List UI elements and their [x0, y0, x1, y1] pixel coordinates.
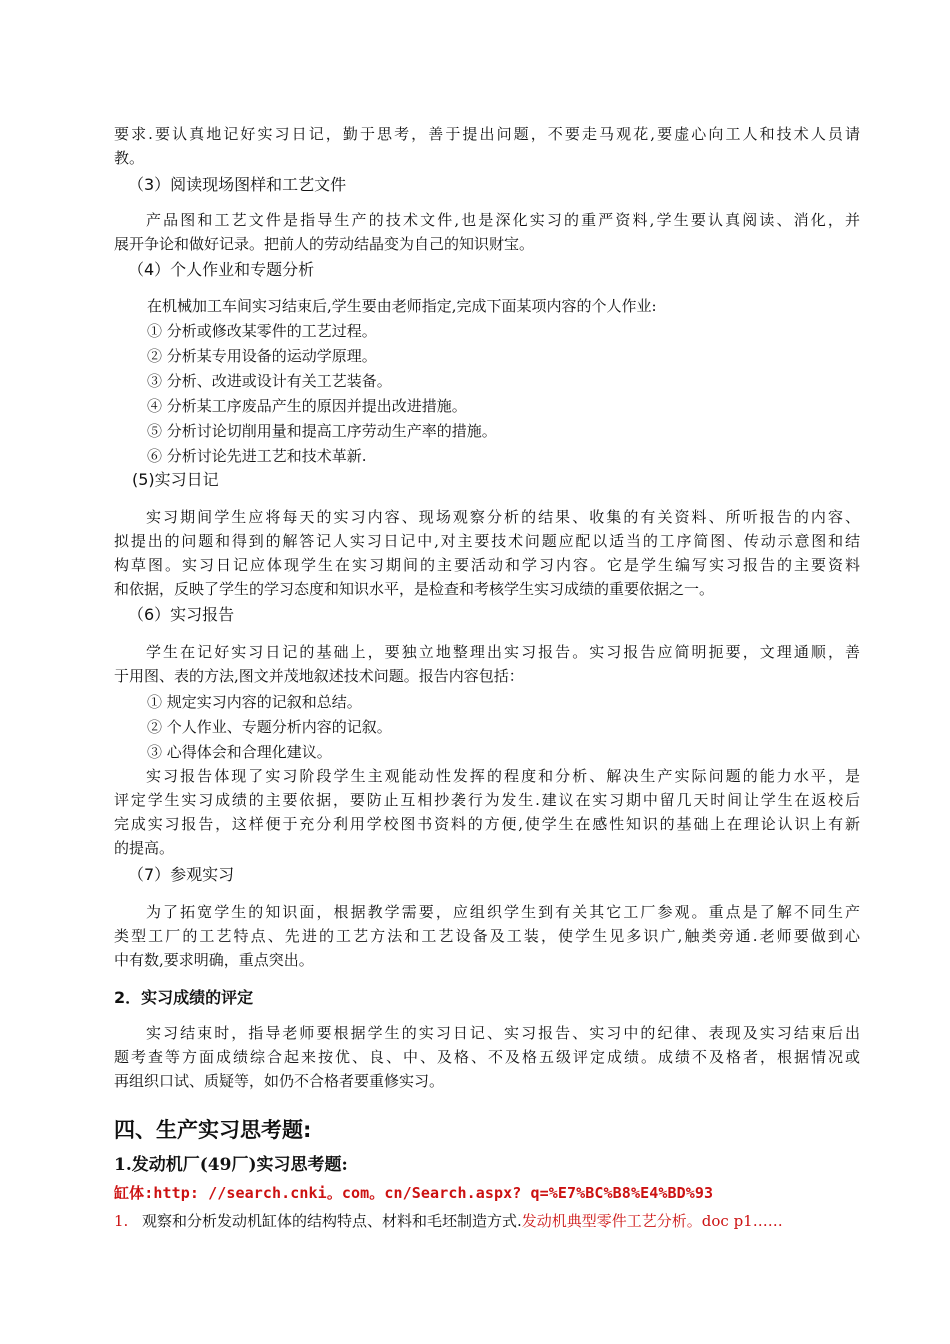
section-4-intro: 在机械加工车间实习结束后,学生要由老师指定,完成下面某项内容的个人作业:	[147, 297, 657, 315]
text-line: 为了拓宽学生的知识面，根据教学需要，应组织学生到有关其它工厂参观。重点是了解不同生产	[146, 903, 860, 921]
grading-heading: 2．实习成绩的评定	[114, 988, 254, 1007]
text-line: 教。	[114, 149, 145, 167]
section-7-paragraph	[114, 900, 860, 972]
text-line: 拟提出的问题和得到的解答记人实习日记中,对主要技术问题应配以适当的工序简图、传动示意图和结	[114, 532, 860, 550]
question-reference[interactable]: 发动机典型零件工艺分析。doc p1……	[521, 1212, 783, 1230]
text-line: 实习报告体现了实习阶段学生主观能动性发挥的程度和分析、解决生产实际问题的能力水平，是	[146, 767, 860, 785]
text-line: 实习期间学生应将每天的实习内容、现场观察分析的结果、收集的有关资料、所听报告的内容、	[146, 508, 860, 526]
text-line: 的提高。	[114, 839, 175, 857]
text-line: 题考查等方面成绩综合起来按优、良、中、及格、不及格五级评定成绩。成绩不及格者，根据情况或	[114, 1048, 860, 1066]
text-line: 要求.要认真地记好实习日记，勤于思考，善于提出问题，不要走马观花,要虚心向工人和技术人员请	[114, 125, 860, 143]
section-3-paragraph	[114, 208, 860, 256]
text-line: 再组织口试、质疑等，如仍不合格者要重修实习。	[114, 1072, 445, 1090]
list-item: ④ 分析某工序废品产生的原因并提出改进措施。	[147, 397, 467, 415]
section-heading-5: (5)实习日记	[132, 470, 219, 489]
text-line: 学生在记好实习日记的基础上，要独立地整理出实习报告。实习报告应简明扼要，文理通顺，善	[146, 643, 860, 661]
question-text: 观察和分析发动机缸体的结构特点、材料和毛坯制造方式.	[142, 1212, 522, 1230]
text-line: 实习结束时，指导老师要根据学生的实习日记、实习报告、实习中的纪律、表现及实习结束后出	[146, 1024, 860, 1042]
text-line: 完成实习报告，这样便于充分利用学校图书资料的方便,使学生在感性知识的基础上在理论认识上有新	[114, 815, 860, 833]
search-link[interactable]: 缸体:http: //search.cnki。com。cn/Search.aspx? q=%E7%BC%B8%E4%BD%93	[114, 1184, 714, 1202]
text-line: 于用图、表的方法,图文并茂地叙述技术问题。报告内容包括：	[114, 667, 524, 685]
list-item: ② 分析某专用设备的运动学原理。	[147, 347, 377, 365]
question-number: 1.	[114, 1212, 129, 1230]
section-four-heading: 四、生产实习思考题:	[114, 1118, 312, 1142]
section-heading-7: （7）参观实习	[128, 865, 235, 884]
section-heading-4: （4）个人作业和专题分析	[128, 260, 315, 279]
subsection-heading: 1.发动机厂(49厂)实习思考题:	[114, 1155, 348, 1175]
list-item: ③ 分析、改进或设计有关工艺装备。	[147, 372, 392, 390]
text-line: 评定学生实习成绩的主要依据，要防止互相抄袭行为发生.建议在实习期中留几天时间让学生在返校后	[114, 791, 860, 809]
text-line: 类型工厂的工艺特点、先进的工艺方法和工艺设备及工装，使学生见多识广,触类旁通.老师要做到心	[114, 927, 860, 945]
section-6-paragraph	[114, 640, 860, 688]
question-item	[114, 1209, 783, 1233]
list-item: ⑥ 分析讨论先进工艺和技术革新.	[147, 447, 367, 465]
text-line: 构草图。实习日记应体现学生在实习期间的主要活动和学习内容。它是学生编写实习报告的主要资料	[114, 556, 860, 574]
section-heading-6: （6）实习报告	[128, 605, 235, 624]
list-item: ⑤ 分析讨论切削用量和提高工序劳动生产率的措施。	[147, 422, 497, 440]
text-line: 和依据，反映了学生的学习态度和知识水平，是检查和考核学生实习成绩的重要依据之一。	[114, 580, 715, 598]
list-item: ① 规定实习内容的记叙和总结。	[147, 693, 362, 711]
grading-paragraph	[114, 1021, 860, 1093]
list-item: ① 分析或修改某零件的工艺过程。	[147, 322, 377, 340]
text-line: 展开争论和做好记录。把前人的劳动结晶变为自己的知识财宝。	[114, 235, 535, 253]
section-6-summary	[114, 764, 860, 860]
section-5-paragraph	[114, 505, 860, 601]
list-item: ③ 心得体会和合理化建议。	[147, 743, 332, 761]
intro-paragraph	[114, 122, 860, 170]
text-line: 中有数,要求明确，重点突出。	[114, 951, 314, 969]
list-item: ② 个人作业、专题分析内容的记叙。	[147, 718, 392, 736]
text-line: 产品图和工艺文件是指导生产的技术文件,也是深化实习的重严资料,学生要认真阅读、消化，并	[146, 211, 860, 229]
section-heading-3: （3）阅读现场图样和工艺文件	[128, 175, 347, 194]
